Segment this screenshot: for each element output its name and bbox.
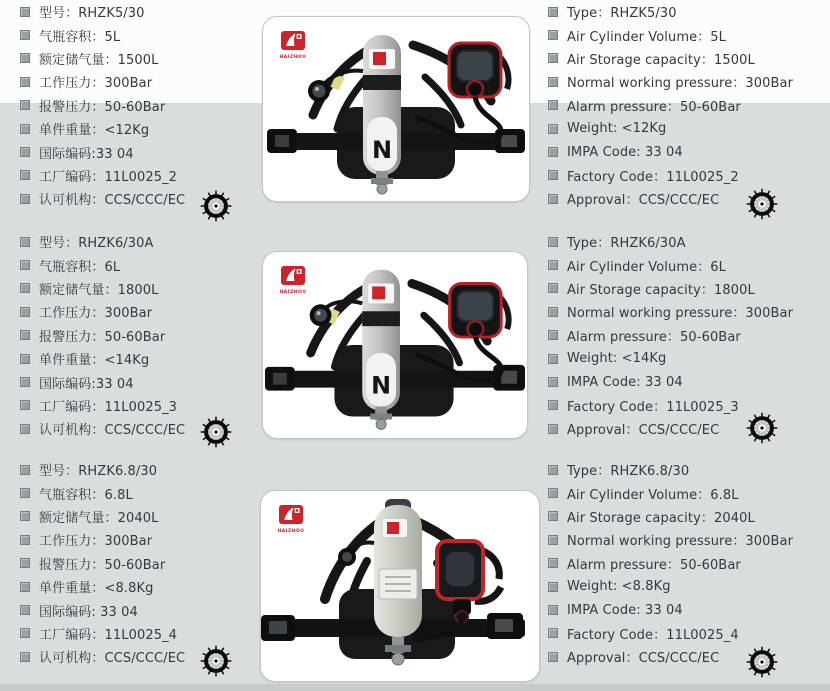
spec-text: Factory Code：11L0025_2 <box>567 169 739 185</box>
bullet-icon <box>548 283 558 293</box>
bullet-icon <box>20 488 30 498</box>
spec-text: Air Cylinder Volume：6L <box>567 259 727 275</box>
spec-text: 气瓶容积：5L <box>39 29 121 45</box>
spec-line <box>20 94 270 117</box>
bullet-icon <box>548 170 558 180</box>
spec-text: Type：RHZK5/30 <box>567 6 677 22</box>
spec-line <box>548 458 808 481</box>
spec-list-en <box>548 230 808 441</box>
spec-line <box>20 575 270 598</box>
spec-text: 工作压力：300Bar <box>39 534 153 550</box>
spec-text: Weight: <8.8Kg <box>567 579 671 595</box>
ship-wheel-icon <box>198 414 234 450</box>
bullet-icon <box>20 283 30 293</box>
spec-text: Approval：CCS/CCC/EC <box>567 193 720 209</box>
brand-logo-text: HAIZHOU <box>279 290 307 295</box>
bullet-icon <box>548 194 558 204</box>
background-band-footer <box>0 684 830 691</box>
spec-text: Type：RHZK6/30A <box>567 236 686 252</box>
bullet-icon <box>20 170 30 180</box>
spec-line <box>548 0 808 23</box>
bullet-icon <box>548 124 558 134</box>
spec-line <box>548 47 808 70</box>
spec-text: Air Storage capacity：2040L <box>567 510 755 526</box>
spec-text: 认可机构：CCS/CCC/EC <box>39 423 186 439</box>
bullet-icon <box>548 377 558 387</box>
spec-line <box>20 300 270 323</box>
spec-line <box>548 164 808 187</box>
spec-text: 型号：RHZK6/30A <box>39 236 154 252</box>
bullet-icon <box>20 307 30 317</box>
product-photo-card <box>262 251 528 439</box>
spec-line <box>548 23 808 46</box>
brand-logo-icon <box>279 505 303 524</box>
spec-text: 额定储气量：1500L <box>39 52 159 68</box>
spec-text: 工厂编码：11L0025_3 <box>39 399 178 415</box>
spec-line <box>20 622 270 645</box>
cylinder-label <box>379 569 417 599</box>
spec-line <box>548 622 808 645</box>
brand-logo <box>277 266 309 295</box>
spec-line <box>20 598 270 621</box>
spec-line <box>548 140 808 163</box>
spec-text: Factory Code：11L0025_4 <box>567 627 739 643</box>
spec-text: Approval：CCS/CCC/EC <box>567 651 720 667</box>
spec-list-cn <box>20 458 270 669</box>
brand-logo <box>277 31 309 60</box>
bullet-icon <box>20 535 30 545</box>
spec-line <box>20 552 270 575</box>
bullet-icon <box>20 400 30 410</box>
bullet-icon <box>20 558 30 568</box>
spec-line <box>20 230 270 253</box>
spec-text: 工作压力：300Bar <box>39 306 153 322</box>
bullet-icon <box>548 465 558 475</box>
spec-line <box>548 117 808 140</box>
spec-text: 工厂编码：11L0025_2 <box>39 169 178 185</box>
spec-text: Approval：CCS/CCC/EC <box>567 423 720 439</box>
spec-text: Alarm pressure：50-60Bar <box>567 99 741 115</box>
bullet-icon <box>548 424 558 434</box>
spec-line <box>20 70 270 93</box>
spec-text: 国际编码:33 04 <box>39 146 134 162</box>
spec-line <box>20 324 270 347</box>
product-photo-card <box>260 490 540 682</box>
bullet-icon <box>20 100 30 110</box>
bullet-icon <box>548 100 558 110</box>
ship-wheel-icon <box>198 188 234 224</box>
spec-text: Normal working pressure：300Bar <box>567 76 794 92</box>
product-photo-card <box>262 16 530 202</box>
bullet-icon <box>548 7 558 17</box>
bullet-icon <box>548 535 558 545</box>
spec-text: 额定储气量：2040L <box>39 510 159 526</box>
spec-line <box>548 277 808 300</box>
spec-text: 单件重量：<8.8Kg <box>39 581 154 597</box>
spec-line <box>20 277 270 300</box>
bullet-icon <box>548 582 558 592</box>
spec-line <box>548 505 808 528</box>
spec-line <box>20 253 270 276</box>
spec-line <box>20 505 270 528</box>
spec-text: 报警压力：50-60Bar <box>39 99 166 115</box>
spec-text: Air Cylinder Volume：6.8L <box>567 487 739 503</box>
spec-text: Normal working pressure：300Bar <box>567 306 794 322</box>
spec-line <box>20 0 270 23</box>
bullet-icon <box>548 652 558 662</box>
ship-wheel-icon <box>744 644 780 680</box>
bullet-icon <box>20 260 30 270</box>
spec-text: Air Storage capacity：1500L <box>567 52 755 68</box>
spec-text: Air Storage capacity：1800L <box>567 282 755 298</box>
spec-line <box>20 481 270 504</box>
spec-text: 国际编码: 33 04 <box>39 604 138 620</box>
spec-line <box>548 598 808 621</box>
bullet-icon <box>20 652 30 662</box>
bullet-icon <box>20 194 30 204</box>
spec-text: 单件重量：<14Kg <box>39 353 150 369</box>
spec-text: Normal working pressure：300Bar <box>567 534 794 550</box>
bullet-icon <box>20 147 30 157</box>
brand-logo <box>275 505 307 534</box>
spec-line <box>548 253 808 276</box>
spec-line <box>548 94 808 117</box>
spec-text: Factory Code：11L0025_3 <box>567 399 739 415</box>
spec-text: IMPA Code: 33 04 <box>567 144 683 160</box>
spec-line <box>548 70 808 93</box>
ship-wheel-icon <box>198 643 234 679</box>
bullet-icon <box>20 354 30 364</box>
spec-list-cn <box>20 0 270 211</box>
bullet-icon <box>548 260 558 270</box>
spec-line <box>548 481 808 504</box>
bullet-icon <box>20 7 30 17</box>
spec-text: IMPA Code: 33 04 <box>567 602 683 618</box>
spec-line <box>548 347 808 370</box>
spec-line <box>20 458 270 481</box>
spec-text: Weight: <12Kg <box>567 121 667 137</box>
bullet-icon <box>548 488 558 498</box>
brand-logo-text: HAIZHOU <box>279 55 307 60</box>
ship-wheel-icon <box>744 186 780 222</box>
spec-list-en <box>548 0 808 211</box>
spec-text: 型号：RHZK5/30 <box>39 6 145 22</box>
bullet-icon <box>548 400 558 410</box>
spec-line <box>548 370 808 393</box>
spec-line <box>548 324 808 347</box>
spec-text: 报警压力：50-60Bar <box>39 329 166 345</box>
bullet-icon <box>20 53 30 63</box>
spec-list-cn <box>20 230 270 441</box>
spec-line <box>20 347 270 370</box>
spec-text: 型号：RHZK6.8/30 <box>39 464 158 480</box>
air-cylinder <box>362 270 400 430</box>
spec-line <box>548 528 808 551</box>
ship-wheel-icon <box>744 410 780 446</box>
spec-line <box>548 300 808 323</box>
spec-text: 工厂编码：11L0025_4 <box>39 627 178 643</box>
spec-line <box>20 164 270 187</box>
brand-logo-icon <box>281 31 305 50</box>
spec-text: IMPA Code: 33 04 <box>567 374 683 390</box>
bullet-icon <box>548 30 558 40</box>
bullet-icon <box>548 558 558 568</box>
spec-line <box>20 370 270 393</box>
cylinder-mark: N <box>371 371 392 400</box>
cylinder-mark: N <box>371 136 393 164</box>
spec-line <box>548 230 808 253</box>
bullet-icon <box>548 147 558 157</box>
bullet-icon <box>20 511 30 521</box>
bullet-icon <box>20 582 30 592</box>
spec-text: 气瓶容积：6.8L <box>39 487 133 503</box>
spec-text: 额定储气量：1800L <box>39 282 159 298</box>
bullet-icon <box>20 330 30 340</box>
bullet-icon <box>20 237 30 247</box>
brand-logo-text: HAIZHOU <box>277 529 305 534</box>
bullet-icon <box>20 628 30 638</box>
spec-list-en <box>548 458 808 669</box>
bullet-icon <box>20 465 30 475</box>
bullet-icon <box>20 30 30 40</box>
bullet-icon <box>548 605 558 615</box>
spec-text: Type：RHZK6.8/30 <box>567 464 690 480</box>
spec-text: 气瓶容积：6L <box>39 259 121 275</box>
spec-text: 认可机构：CCS/CCC/EC <box>39 651 186 667</box>
spec-text: 国际编码:33 04 <box>39 376 134 392</box>
bullet-icon <box>20 77 30 87</box>
bullet-icon <box>20 605 30 615</box>
spec-text: 单件重量：<12Kg <box>39 123 150 139</box>
spec-line <box>20 47 270 70</box>
spec-text: Air Cylinder Volume：5L <box>567 29 727 45</box>
spec-line <box>548 552 808 575</box>
spec-line <box>20 140 270 163</box>
spec-line <box>20 528 270 551</box>
spec-text: 报警压力：50-60Bar <box>39 557 166 573</box>
bullet-icon <box>20 377 30 387</box>
spec-line <box>20 23 270 46</box>
bullet-icon <box>548 237 558 247</box>
spec-text: 工作压力：300Bar <box>39 76 153 92</box>
spec-text: Alarm pressure：50-60Bar <box>567 329 741 345</box>
bullet-icon <box>548 53 558 63</box>
bullet-icon <box>20 424 30 434</box>
spec-line <box>548 575 808 598</box>
spec-text: 认可机构：CCS/CCC/EC <box>39 193 186 209</box>
spec-text: Weight: <14Kg <box>567 351 667 367</box>
bullet-icon <box>548 354 558 364</box>
bullet-icon <box>548 307 558 317</box>
spec-line <box>20 117 270 140</box>
bullet-icon <box>548 330 558 340</box>
bullet-icon <box>548 628 558 638</box>
brand-logo-icon <box>281 266 305 285</box>
spec-text: Alarm pressure：50-60Bar <box>567 557 741 573</box>
bullet-icon <box>548 511 558 521</box>
bullet-icon <box>548 77 558 87</box>
bullet-icon <box>20 124 30 134</box>
